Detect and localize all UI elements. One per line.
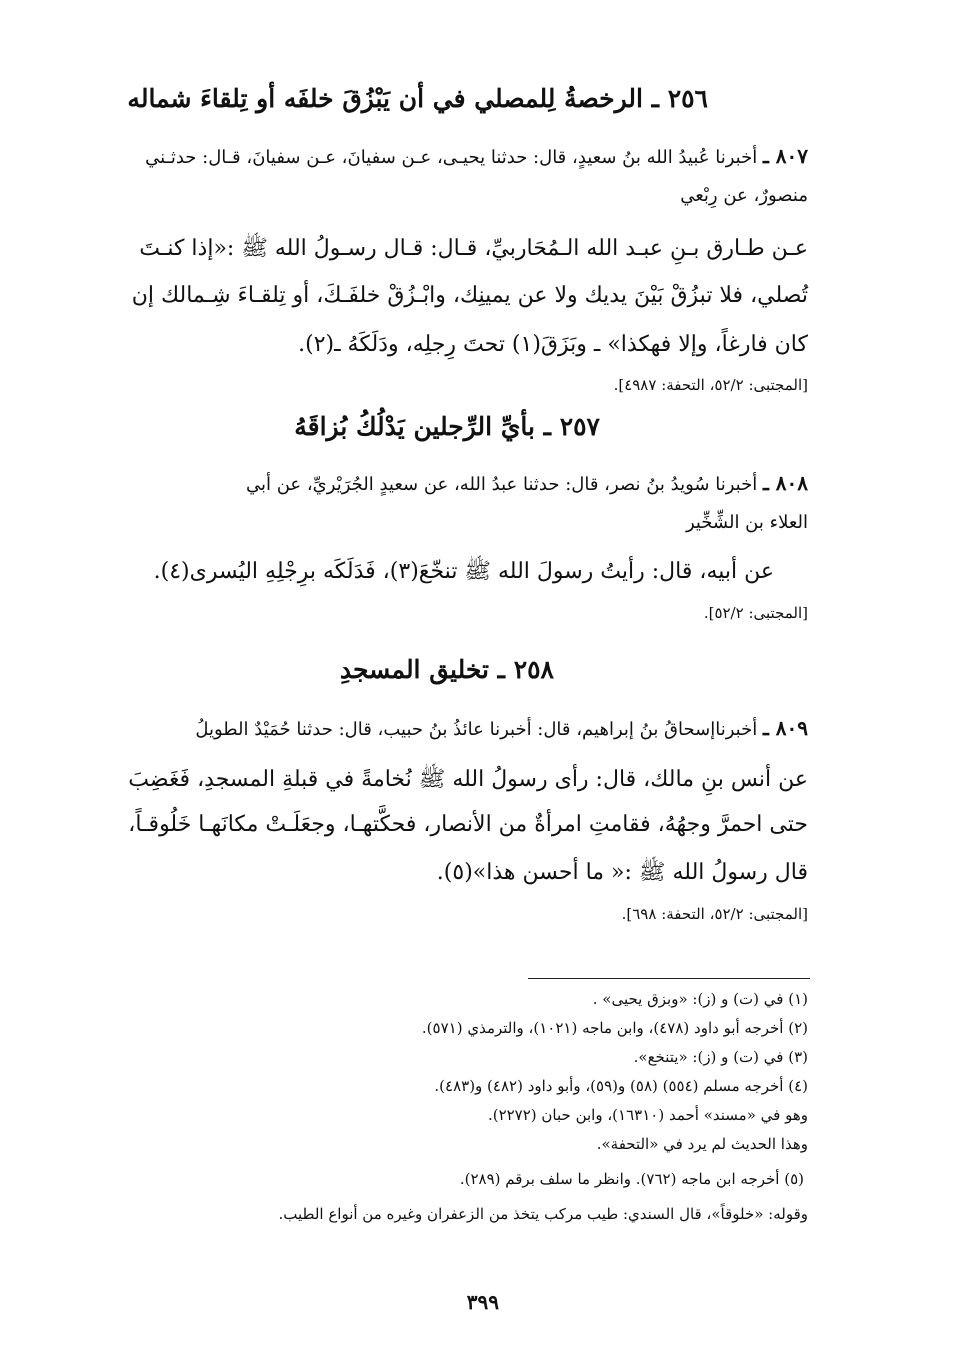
hadith-809-matn-line2: حتى احمرَّ وجهُهُ، فقامتِ امرأةٌ من الأنصار، فحكَّتهـا، وجعَلَـتْ مكانَهـا خَلُوقـاً، bbox=[128, 812, 808, 837]
hadith-807-isnad-line1 bbox=[145, 144, 808, 168]
hadith-807-matn-line1: عـن طـارق بـنِ عبـد الله الـمُحَاربيِّ، قـال: قـال رسـولُ الله ﷺ :«إذا كنـتَ bbox=[139, 236, 808, 261]
hadith-808-matn-line1: عن أبيه، قال: رأيتُ رسولَ الله ﷺ تنخّعَ(٣)، فَدَلَكَه برِجْلِهِ اليُسرى(٤). bbox=[153, 559, 774, 584]
hadith-809-matn-line1: عن أنس بنِ مالك، قال: رأى رسولُ الله ﷺ نُخامةً في قبلةِ المسجدِ، فَغَضِبَ bbox=[128, 767, 808, 792]
hadith-number-808: ٨٠٨ ـ bbox=[762, 471, 808, 495]
hadith-809-isnad-line1 bbox=[195, 716, 808, 740]
footnote-4: (٤) أخرجه مسلم (٥٥٤) (٥٨) و(٥٩)، وأبو داود (٤٨٢) و(٤٨٣). bbox=[434, 1077, 808, 1095]
hadith-808-isnad-line1 bbox=[246, 471, 808, 495]
chapter-heading-258: ٢٥٨ ـ تخليق المسجدِ bbox=[339, 655, 554, 684]
hadith-807-matn-line3: كان فارغاً، وإلا فهكذا» ـ وبَزَقَ(١) تحتَ رِجلِه، ودَلَكَهُ ـ(٢). bbox=[298, 332, 808, 357]
footnote-3: (٣) في (ت) و (ز): «يتنخع». bbox=[633, 1048, 808, 1066]
chapter-heading-257: ٢٥٧ ـ بأيِّ الرِّجلين يَدْلُكُ بُزاقَهُ bbox=[294, 412, 600, 441]
hadith-809-reference: [المجتبى: ٥٢/٢، التحفة: ٦٩٨]. bbox=[621, 905, 808, 923]
footnote-5: (٥) أخرجه ابن ماجه (٧٦٢). وانظر ما سلف برقم (٢٨٩). bbox=[459, 1170, 804, 1188]
page-number: ٣٩٩ bbox=[466, 1290, 499, 1314]
hadith-808-isnad-text: أخبرنا سُويدُ بنُ نصر، قال: حدثنا عبدُ الله، عن سعيدٍ الجُرَيْريِّ، عن أبي bbox=[245, 474, 758, 495]
hadith-809-matn-line3: قال رسولُ الله ﷺ :« ما أحسن هذا»(٥). bbox=[436, 860, 808, 885]
footnote-1: (١) في (ت) و (ز): «وبزق يحيى» . bbox=[592, 990, 808, 1008]
hadith-807-matn-line2: تُصلي، فلا تبزُقْ بَيْنَ يديك ولا عن يمينِك، وابْـزُقْ خلفَـكَ، أو تِلقـاءَ شِـمالك إن bbox=[131, 283, 808, 308]
footnote-4-cont-1: وهو في «مسند» أحمد (١٦٣١٠)، وابن حبان (٢٢٧٢). bbox=[487, 1106, 808, 1124]
hadith-number-807: ٨٠٧ ـ bbox=[762, 144, 808, 168]
footnote-2: (٢) أخرجه أبو داود (٤٧٨)، وابن ماجه (١٠٢١)، والترمذي (٥٧١). bbox=[421, 1019, 808, 1037]
hadith-number-809: ٨٠٩ ـ bbox=[762, 716, 808, 740]
footnote-5-cont: وقوله: «خلوقاً»، قال السندي: طيب مركب يتخذ من الزعفران وغيره من أنواع الطيب. bbox=[278, 1205, 808, 1223]
hadith-808-reference: [المجتبى: ٥٢/٢]. bbox=[703, 604, 808, 622]
hadith-809-isnad-text: أخبرناإسحاقُ بنُ إبراهيم، قال: أخبرنا عائذُ بنُ حبيب، قال: حدثنا حُمَيْدٌ الطويلُ bbox=[195, 719, 758, 740]
hadith-808-isnad-line2: العلاء بن الشِّخِّير bbox=[685, 512, 808, 533]
hadith-807-isnad-text: أخبرنا عُبيدُ الله بنُ سعيدٍ، قال: حدثنا يحيـى، عـن سفيانَ، عـن سفيانَ، قـال: حدثـني bbox=[145, 147, 758, 168]
footnote-4-cont-2: وهذا الحديث لم يرد في «التحفة». bbox=[596, 1135, 808, 1153]
chapter-heading-256: ٢٥٦ ـ الرخصةُ لِلمصلي في أن يَبْزُقَ خلفَه أو تِلقاءَ شماله bbox=[127, 84, 708, 113]
hadith-807-isnad-line2: منصورٌ، عن رِبْعي bbox=[680, 185, 808, 206]
footnote-separator bbox=[528, 978, 810, 979]
hadith-807-reference: [المجتبى: ٥٢/٢، التحفة: ٤٩٨٧]. bbox=[613, 376, 808, 394]
